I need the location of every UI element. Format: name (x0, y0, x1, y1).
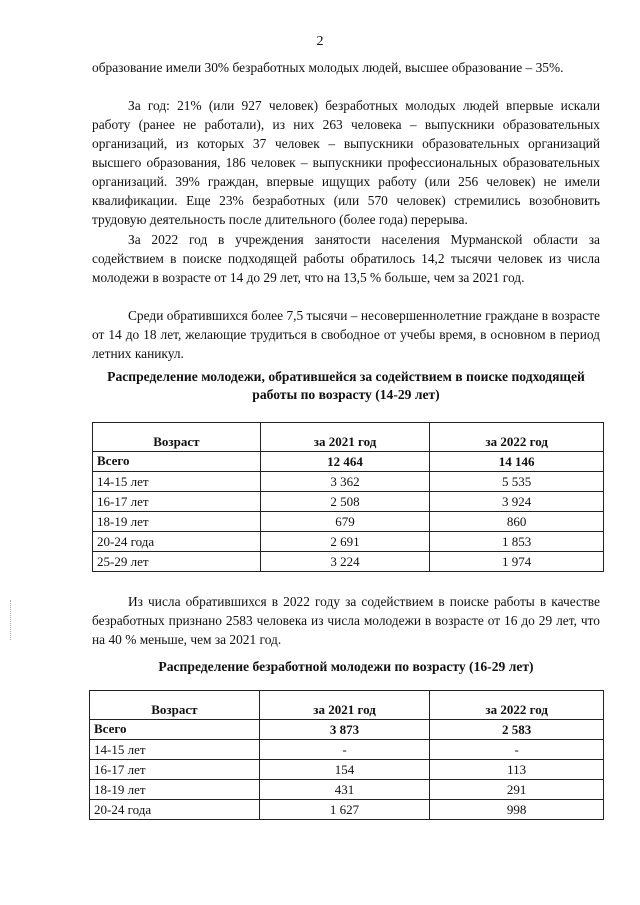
table-row (93, 512, 604, 532)
paragraph-minors: Среди обратившихся более 7,5 тысячи – несовершеннолетние граждане в возрасте от 14 до 18 лет, желающие трудиться в свободное от учебы время, в основном в период летних каникул. (92, 308, 600, 361)
value-2021: 2 691 (260, 532, 430, 552)
value-2021: 679 (260, 512, 430, 532)
header-age: Возраст (93, 423, 261, 452)
table-unemployed-youth (89, 690, 604, 820)
value-2021: - (259, 740, 430, 760)
value-2022: 3 924 (430, 492, 604, 512)
row-label: 14-15 лет (93, 472, 261, 492)
scan-margin-mark (10, 600, 12, 640)
value-2021: 431 (259, 780, 430, 800)
table-row (90, 780, 604, 800)
table1-caption: Распределение молодежи, обратившейся за содействием в поиске подходящей работы по возрасту (14-29 лет) (107, 369, 585, 402)
page-number: 2 (316, 34, 324, 49)
row-label: 14-15 лет (90, 740, 260, 760)
row-label: 20-24 года (93, 532, 261, 552)
table-row (90, 760, 604, 780)
value-2022: 860 (430, 512, 604, 532)
row-label: 20-24 года (90, 800, 260, 820)
value-2022: - (430, 740, 604, 760)
row-label: 18-19 лет (90, 780, 260, 800)
value-2022: 291 (430, 780, 604, 800)
table-row (90, 740, 604, 760)
value-2021: 12 464 (260, 452, 430, 472)
row-label: Всего (90, 720, 260, 740)
paragraph-unemployed-recognized: Из числа обратившихся в 2022 году за содействием в поиске работы в качестве безработных признано 2583 человека из числа молодежи в возрасте от 16 до 29 лет, что на 40 % меньше, чем за 2021 год. (92, 594, 600, 647)
table-row (93, 472, 604, 492)
row-label: 16-17 лет (90, 760, 260, 780)
header-2021: за 2021 год (260, 423, 430, 452)
value-2021: 3 224 (260, 552, 430, 572)
value-2022: 14 146 (430, 452, 604, 472)
header-age: Возраст (90, 691, 260, 720)
table-row (90, 800, 604, 820)
table-row (93, 552, 604, 572)
value-2022: 113 (430, 760, 604, 780)
header-2022: за 2022 год (430, 423, 604, 452)
table-row (93, 492, 604, 512)
row-label: 16-17 лет (93, 492, 261, 512)
table-row (93, 532, 604, 552)
table-header-row (93, 423, 604, 452)
table-youth-applications (92, 422, 604, 572)
value-2022: 998 (430, 800, 604, 820)
header-2021: за 2021 год (259, 691, 430, 720)
value-2022: 2 583 (430, 720, 604, 740)
value-2022: 1 974 (430, 552, 604, 572)
value-2021: 3 873 (259, 720, 430, 740)
table-row (90, 720, 604, 740)
row-label: 25-29 лет (93, 552, 261, 572)
value-2021: 2 508 (260, 492, 430, 512)
paragraph-2022-applications: За 2022 год в учреждения занятости населения Мурманской области за содействием в поиске подходящей работы обратилось 14,2 тысячи человек из числа молодежи в возрасте от 14 до 29 лет, что на 13,5 % больше, чем за 2021 год. (92, 232, 600, 285)
paragraph-first-time-seekers: За год: 21% (или 927 человек) безработных молодых людей впервые искали работу (ранее не работали), из них 263 человека – выпускники образовательных организаций, из которых 37 человек – выпускники образовательных организаций высшего образования, 186 человек – выпускники профессиональных образовательных организаций. 39% граждан, впервые ищущих работу (или 256 человек) не имели квалификации. Еще 23% безработных (или 570 человек) стремились возобновить трудовую деятельность после длительного (более года) перерыва. (92, 98, 600, 227)
value-2021: 3 362 (260, 472, 430, 492)
value-2021: 1 627 (259, 800, 430, 820)
table-row (93, 452, 604, 472)
value-2022: 5 535 (430, 472, 604, 492)
row-label: Всего (93, 452, 261, 472)
row-label: 18-19 лет (93, 512, 261, 532)
table2-caption: Распределение безработной молодежи по возрасту (16-29 лет) (158, 659, 534, 674)
paragraph-education: образование имели 30% безработных молодых людей, высшее образование – 35%. (92, 60, 564, 75)
value-2021: 154 (259, 760, 430, 780)
table-header-row (90, 691, 604, 720)
header-2022: за 2022 год (430, 691, 604, 720)
value-2022: 1 853 (430, 532, 604, 552)
